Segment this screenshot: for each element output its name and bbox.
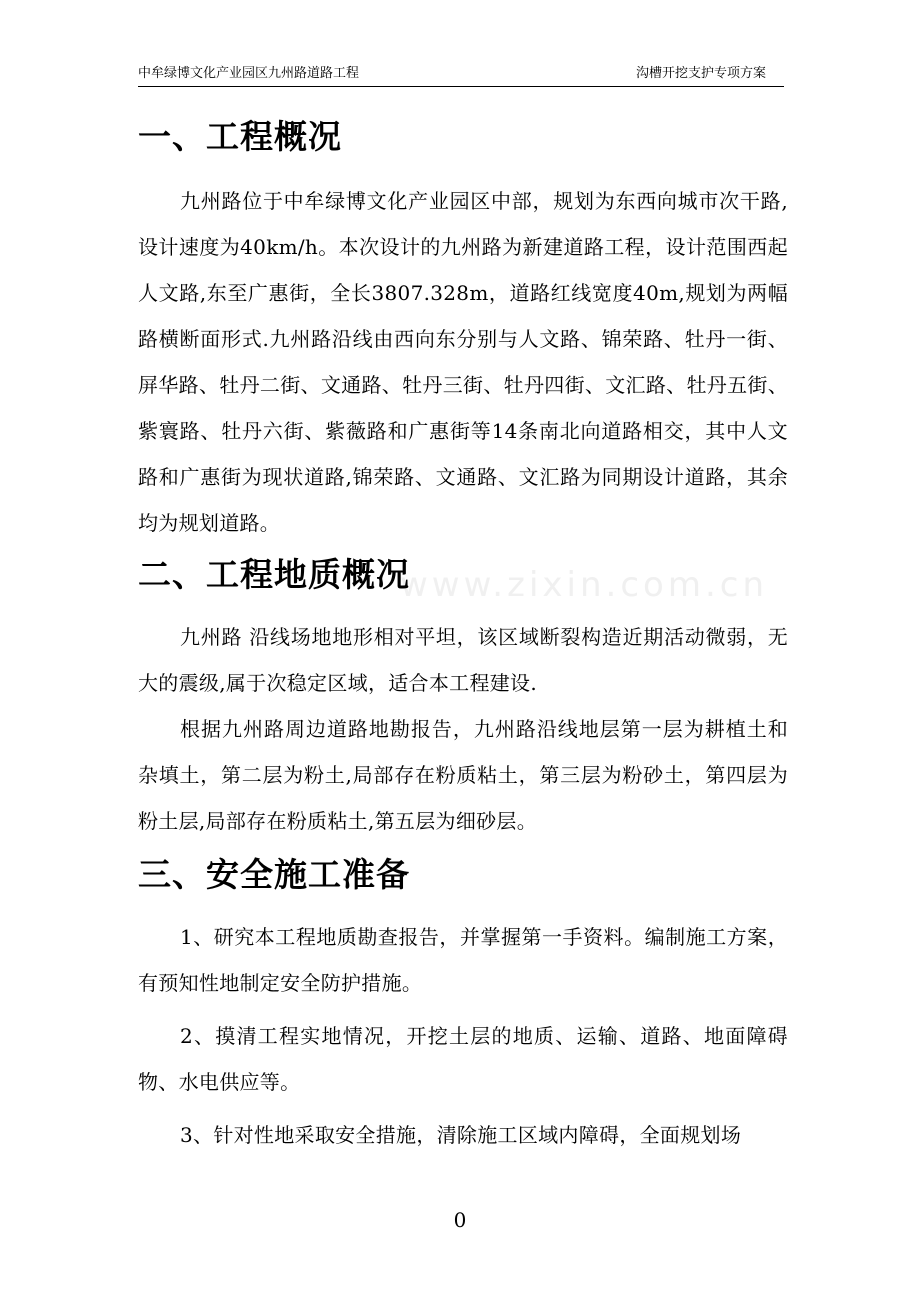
section-1-paragraph-1: 九州路位于中牟绿博文化产业园区中部，规划为东西向城市次干路,设计速度为40km/h。本次设计的九州路为新建道路工程，设计范围西起人文路,东至广惠街，全长3807.328m，道路红线宽度40m,规划为两幅路横断面形式.九州路沿线由西向东分别与人文路、锦荣路、牡丹一街、屏华路、牡丹二街、文通路、牡丹三街、牡丹四街、文汇路、牡丹五街、紫寰路、牡丹六街、紫薇路和广惠街等14条南北向道路相交，其中人文路和广惠街为现状道路,锦荣路、文通路、文汇路为同期设计道路，其余均为规划道路。 xyxy=(138,189,788,535)
watermark: www.zixin.com.cn xyxy=(400,565,768,605)
section-2-heading: 二、工程地质概况 xyxy=(138,555,410,594)
section-3-item-3: 3、针对性地采取安全措施，清除施工区域内障碍，全面规划场 xyxy=(180,1123,742,1147)
header-project-title: 中牟绿博文化产业园区九州路道路工程 xyxy=(138,66,360,81)
section-3-item-1: 1、研究本工程地质勘查报告，并掌握第一手资料。编制施工方案，有预知性地制定安全防护措施。 xyxy=(138,925,788,995)
section-1-heading: 一、工程概况 xyxy=(138,117,342,156)
page-header xyxy=(138,64,784,87)
page-number: 0 xyxy=(453,1208,467,1232)
section-3-heading: 三、安全施工准备 xyxy=(138,855,410,894)
document-body xyxy=(138,110,788,1158)
header-document-title: 沟槽开挖支护专项方案 xyxy=(635,66,766,81)
section-2-paragraph-2: 根据九州路周边道路地勘报告，九州路沿线地层第一层为耕植土和杂填土，第二层为粉土,局部存在粉质粘土，第三层为粉砂土，第四层为粉土层,局部存在粉质粘土,第五层为细砂层。 xyxy=(138,717,788,833)
section-3-item-2: 2、摸清工程实地情况，开挖土层的地质、运输、道路、地面障碍物、水电供应等。 xyxy=(138,1024,788,1094)
section-2-paragraph-1: 九州路 沿线场地地形相对平坦，该区域断裂构造近期活动微弱，无大的震级,属于次稳定区域，适合本工程建设. xyxy=(138,625,788,695)
